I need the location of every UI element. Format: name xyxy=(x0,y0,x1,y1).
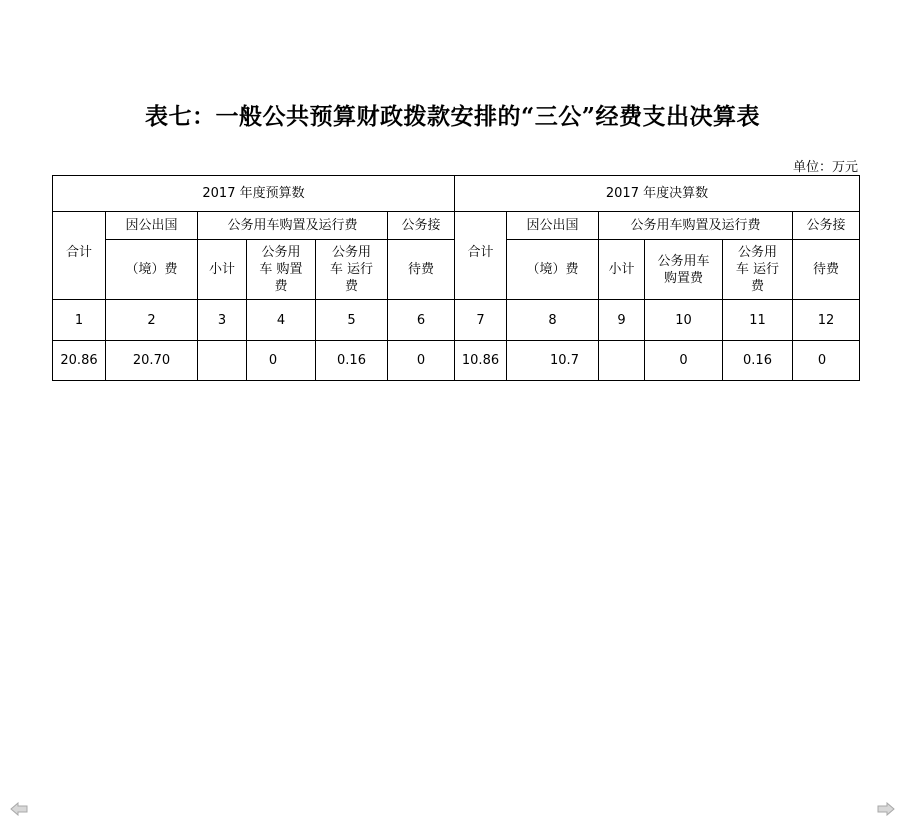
budget-operation-header xyxy=(316,240,388,300)
col-number-5: 5 xyxy=(316,300,388,341)
budget-purchase-header xyxy=(247,240,316,300)
col-number-10: 10 xyxy=(645,300,723,341)
col-number-3: 3 xyxy=(198,300,247,341)
arrow-right-icon-svg xyxy=(877,802,895,816)
final-purchase-header xyxy=(645,240,723,300)
final-operation-line2: 车 运行 xyxy=(735,262,780,277)
expenditure-table xyxy=(52,175,860,381)
arrow-right-icon[interactable] xyxy=(877,802,895,816)
final-total-value: 10.86 xyxy=(455,341,507,381)
final-purchase-value: 0 xyxy=(645,341,723,381)
budget-reception-header: 公务接 xyxy=(388,212,455,240)
final-vehicle-header: 公务用车购置及运行费 xyxy=(599,212,793,240)
arrow-left-icon[interactable] xyxy=(10,802,28,816)
budget-operation-line2: 车 运行 xyxy=(329,262,374,277)
final-purchase-line1: 公务用车 xyxy=(657,253,710,269)
col-number-2: 2 xyxy=(106,300,198,341)
final-reception-header: 公务接 xyxy=(793,212,860,240)
final-reception-value: 0 xyxy=(793,341,860,381)
budget-purchase-line2: 车 购置 xyxy=(259,262,303,277)
col-number-4: 4 xyxy=(247,300,316,341)
final-travel-value: 10.7 xyxy=(507,341,599,381)
final-reception-header-cont: 待费 xyxy=(793,240,860,300)
final-subtotal-value xyxy=(599,341,645,381)
col-number-7: 7 xyxy=(455,300,507,341)
col-number-12: 12 xyxy=(793,300,860,341)
budget-vehicle-header: 公务用车购置及运行费 xyxy=(198,212,388,240)
budget-total-header: 合计 xyxy=(53,212,106,300)
final-group-header: 2017 年度决算数 xyxy=(455,176,860,212)
final-purchase-line2: 购置费 xyxy=(663,270,703,286)
budget-operation-line1: 公务用 xyxy=(331,245,371,260)
final-operation-line3: 费 xyxy=(750,279,764,294)
budget-purchase-line1: 公务用 xyxy=(261,245,301,260)
final-total-header: 合计 xyxy=(455,212,507,300)
final-travel-header: 因公出国 xyxy=(507,212,599,240)
col-number-9: 9 xyxy=(599,300,645,341)
unit-label: 单位：万元 xyxy=(792,160,858,175)
budget-operation-value: 0.16 xyxy=(316,341,388,381)
budget-operation-line3: 费 xyxy=(344,279,358,294)
final-operation-value: 0.16 xyxy=(723,341,793,381)
budget-travel-header: 因公出国 xyxy=(106,212,198,240)
budget-purchase-value: 0 xyxy=(247,341,316,381)
final-subtotal-header: 小计 xyxy=(599,240,645,300)
budget-travel-header-cont: （境）费 xyxy=(106,240,198,300)
col-number-6: 6 xyxy=(388,300,455,341)
budget-total-value: 20.86 xyxy=(53,341,106,381)
budget-group-header: 2017 年度预算数 xyxy=(53,176,455,212)
final-travel-header-cont: （境）费 xyxy=(507,240,599,300)
arrow-left-icon-svg xyxy=(10,802,28,816)
budget-reception-header-cont: 待费 xyxy=(388,240,455,300)
final-operation-line1: 公务用 xyxy=(737,245,777,260)
col-number-1: 1 xyxy=(53,300,106,341)
col-number-8: 8 xyxy=(507,300,599,341)
budget-reception-value: 0 xyxy=(388,341,455,381)
budget-travel-value: 20.70 xyxy=(106,341,198,381)
budget-subtotal-value xyxy=(198,341,247,381)
final-operation-header xyxy=(723,240,793,300)
budget-subtotal-header: 小计 xyxy=(198,240,247,300)
col-number-11: 11 xyxy=(723,300,793,341)
budget-purchase-line3: 费 xyxy=(274,279,288,294)
page-title: 表七：一般公共预算财政拨款安排的“三公”经费支出决算表 xyxy=(145,103,760,130)
